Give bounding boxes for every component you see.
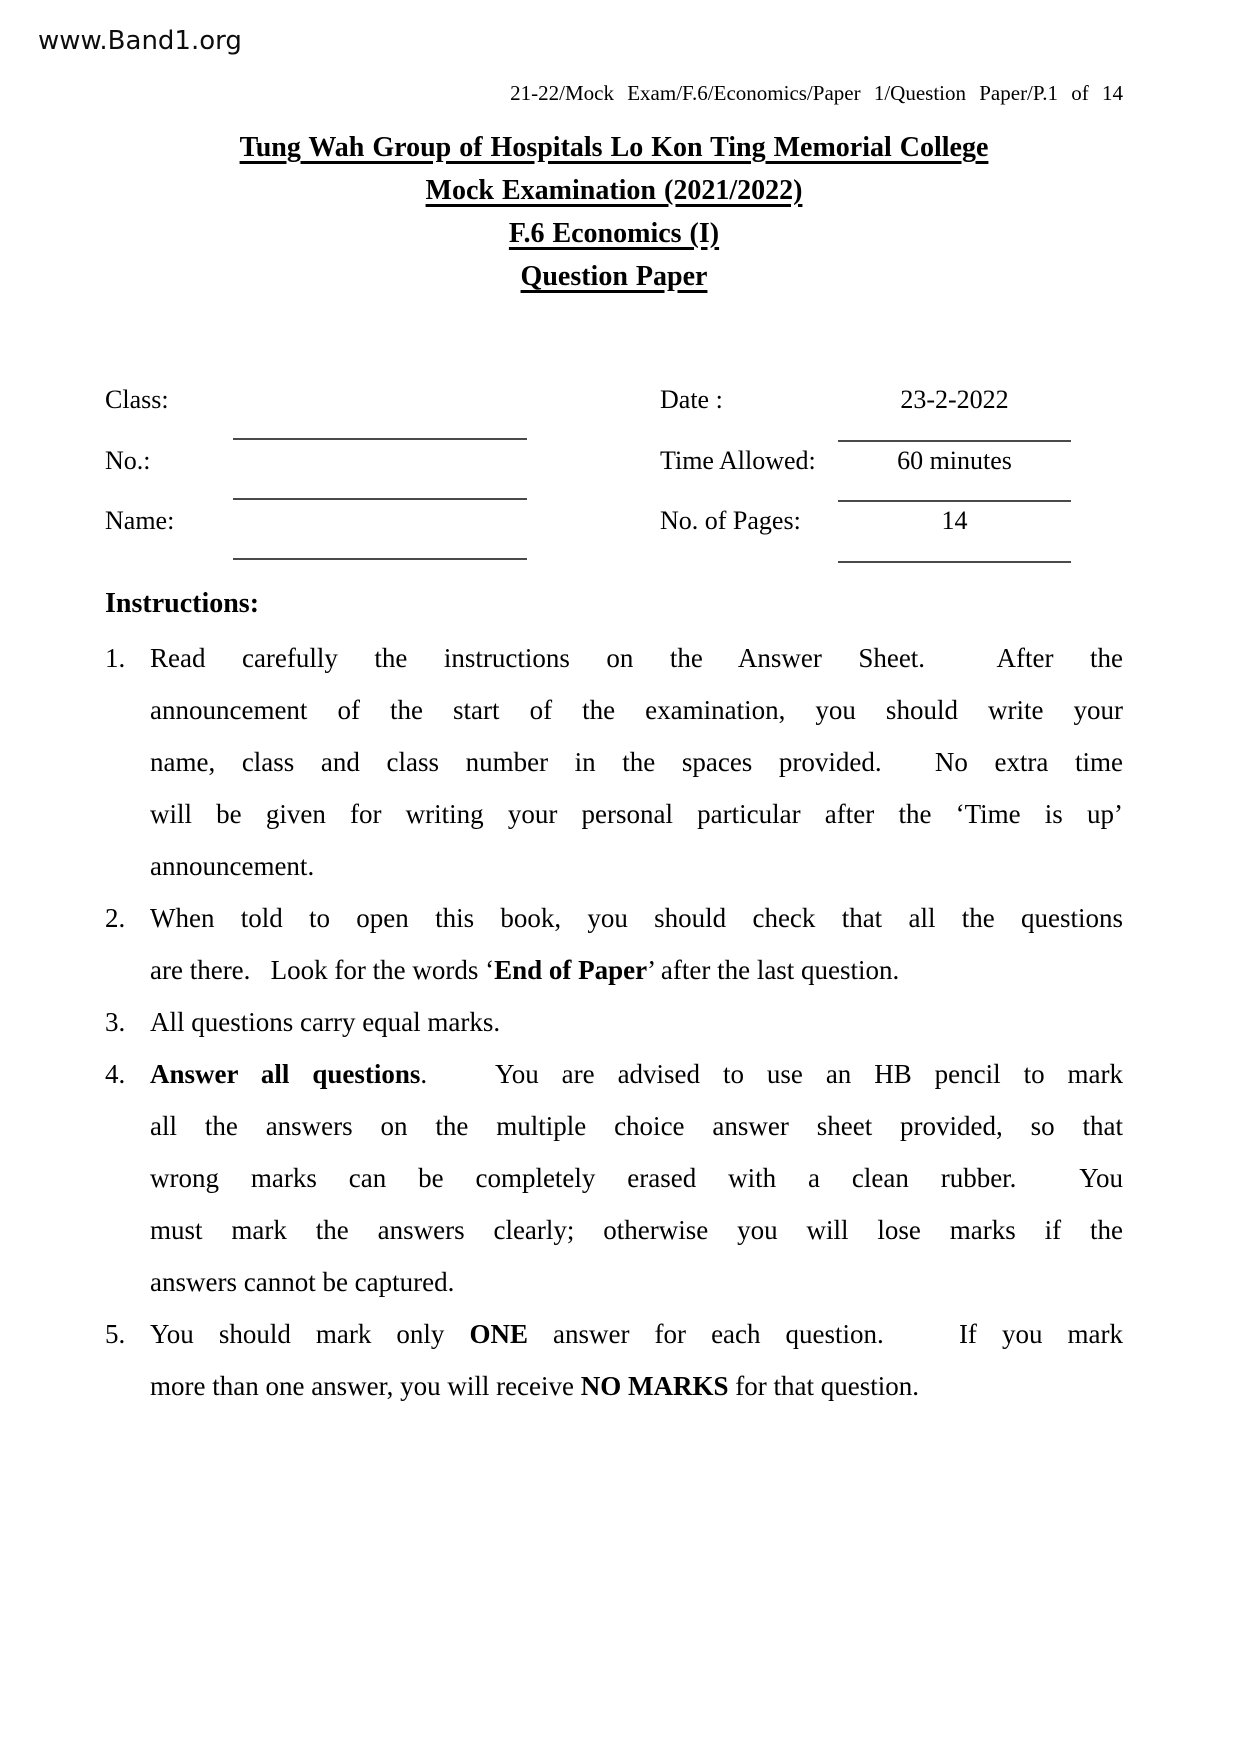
instruction-number: 5. (105, 1319, 126, 1349)
page-header: 21-22/Mock Exam/F.6/Economics/Paper 1/Question Paper/P.1 of 14 (510, 81, 1123, 105)
name-label: Name: (105, 506, 175, 535)
instruction-line: all the answers on the multiple choice answer sheet provided, so that (150, 1111, 1123, 1141)
instruction-number: 4. (105, 1059, 126, 1089)
instruction-line: You should mark only ONE answer for each question. If you mark (150, 1319, 1123, 1349)
instruction-line: All questions carry equal marks. (150, 1007, 501, 1037)
name-blank-line (233, 558, 527, 560)
time-allowed-label: Time Allowed: (660, 446, 816, 475)
instruction-line: are there. Look for the words ‘End of Paper’ after the last question. (150, 955, 900, 985)
instruction-number: 2. (105, 903, 126, 933)
instruction-line: Read carefully the instructions on the Answer Sheet. After the (150, 643, 1123, 673)
pages-blank-line (838, 561, 1071, 563)
instruction-item (105, 1308, 1123, 1412)
class-blank-line (233, 438, 527, 440)
instruction-number: 3. (105, 1007, 126, 1037)
title-block (105, 126, 1123, 298)
band1-watermark: www.Band1.org (38, 26, 242, 56)
pages-label: No. of Pages: (660, 506, 801, 535)
instruction-line: announcement of the start of the examination, you should write your (150, 695, 1123, 725)
instruction-line: will be given for writing your personal particular after the ‘Time is up’ (150, 799, 1123, 829)
date-label: Date : (660, 385, 723, 414)
instructions-heading: Instructions: (105, 588, 260, 619)
date-blank-line (838, 440, 1071, 442)
no-blank-line (233, 498, 527, 500)
instruction-item (105, 996, 1123, 1048)
instruction-item (105, 1048, 1123, 1308)
instructions-list (105, 632, 1123, 1412)
exam-title: Mock Examination (2021/2022) (425, 175, 803, 206)
instruction-line: must mark the answers clearly; otherwise you will lose marks if the (150, 1215, 1123, 1245)
pages-value: 14 (941, 506, 968, 535)
subject-title: F.6 Economics (I) (508, 218, 720, 249)
instruction-item (105, 632, 1123, 892)
instruction-line: Answer all questions. You are advised to use an HB pencil to mark (150, 1059, 1123, 1089)
class-label: Class: (105, 385, 169, 414)
instruction-item (105, 892, 1123, 996)
instruction-line: When told to open this book, you should check that all the questions (150, 903, 1123, 933)
time-allowed-blank-line (838, 500, 1071, 502)
instructions-section (105, 582, 1123, 1412)
instruction-line: wrong marks can be completely erased with a clean rubber. You (150, 1163, 1123, 1193)
instruction-line: name, class and class number in the spaces provided. No extra time (150, 747, 1123, 777)
instruction-number: 1. (105, 643, 126, 673)
instruction-line: more than one answer, you will receive NO MARKS for that question. (150, 1371, 919, 1401)
paper-title: Question Paper (520, 261, 708, 292)
no-label: No.: (105, 446, 151, 475)
date-value: 23-2-2022 (900, 385, 1009, 414)
instruction-line: announcement. (150, 851, 315, 881)
time-allowed-value: 60 minutes (897, 446, 1012, 475)
school-title: Tung Wah Group of Hospitals Lo Kon Ting Memorial College (239, 132, 989, 163)
instruction-line: answers cannot be captured. (150, 1267, 455, 1297)
